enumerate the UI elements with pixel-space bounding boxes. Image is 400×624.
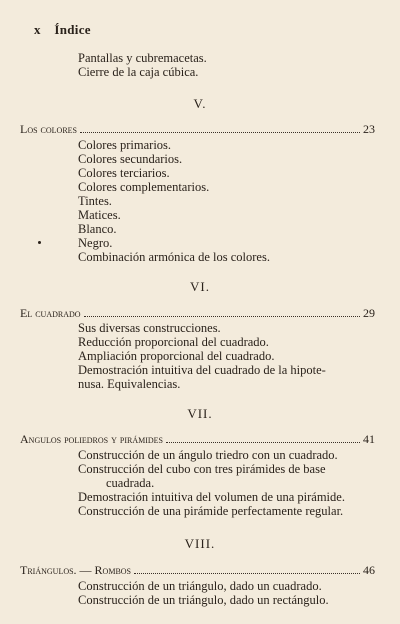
chapter-heading: VI.: [190, 279, 210, 294]
list-item: Negro.: [78, 236, 113, 250]
list-item: Colores terciarios.: [78, 166, 170, 180]
list-item: Construcción de un ángulo triedro con un cuadrado.: [78, 448, 338, 462]
chapter-heading: VIII.: [184, 536, 216, 551]
dot-leader: [166, 442, 360, 443]
toc-entry[interactable]: [20, 122, 375, 136]
toc-entry-title: Angulos poliedros y pirámides: [20, 432, 164, 446]
list-item: cuadrada.: [106, 476, 155, 490]
toc-entry[interactable]: [20, 432, 375, 446]
ink-dot: [38, 241, 41, 244]
list-item: Construcción de una pirámide perfectamente regular.: [78, 504, 344, 518]
list-item: Construcción del cubo con tres pirámides de base: [78, 462, 326, 476]
list-item: Combinación armónica de los colores.: [78, 250, 270, 264]
list-item: Blanco.: [78, 222, 117, 236]
page-title: Índice: [54, 22, 91, 37]
list-item: Cierre de la caja cúbica.: [78, 65, 199, 79]
toc-entry-page: 46: [363, 563, 375, 577]
chapter-heading: V.: [193, 96, 207, 111]
toc-entry-title: Triángulos. — Rombos: [20, 563, 132, 577]
toc-entry-page: 23: [363, 122, 375, 136]
list-item: Matices.: [78, 208, 121, 222]
list-item: Tintes.: [78, 194, 112, 208]
list-item: Reducción proporcional del cuadrado.: [78, 335, 269, 349]
chapter-heading: VII.: [187, 406, 213, 421]
page-number: x: [34, 22, 41, 37]
toc-entry[interactable]: [20, 306, 375, 320]
list-item: nusa. Equivalencias.: [78, 377, 181, 391]
list-item: Pantallas y cubremacetas.: [78, 51, 207, 65]
list-item: Colores complementarios.: [78, 180, 210, 194]
list-item: Colores secundarios.: [78, 152, 183, 166]
dot-leader: [80, 132, 360, 133]
list-item: Colores primarios.: [78, 138, 172, 152]
toc-entry-title: Los colores: [20, 122, 78, 136]
toc-entry-title: El cuadrado: [20, 306, 81, 320]
toc-entry[interactable]: [20, 563, 375, 577]
list-item: Construcción de un triángulo, dado un cuadrado.: [78, 579, 322, 593]
list-item: Ampliación proporcional del cuadrado.: [78, 349, 275, 363]
list-item: Demostración intuitiva del volumen de una pirámide.: [78, 490, 345, 504]
list-item: Construcción de un triángulo, dado un rectángulo.: [78, 593, 329, 607]
toc-entry-page: 41: [363, 432, 375, 446]
list-item: Sus diversas construcciones.: [78, 321, 221, 335]
list-item: Demostración intuitiva del cuadrado de la hipote-: [78, 363, 326, 377]
dot-leader: [84, 316, 360, 317]
toc-entry-page: 29: [363, 306, 375, 320]
dot-leader: [134, 573, 360, 574]
page-header: [34, 22, 91, 38]
